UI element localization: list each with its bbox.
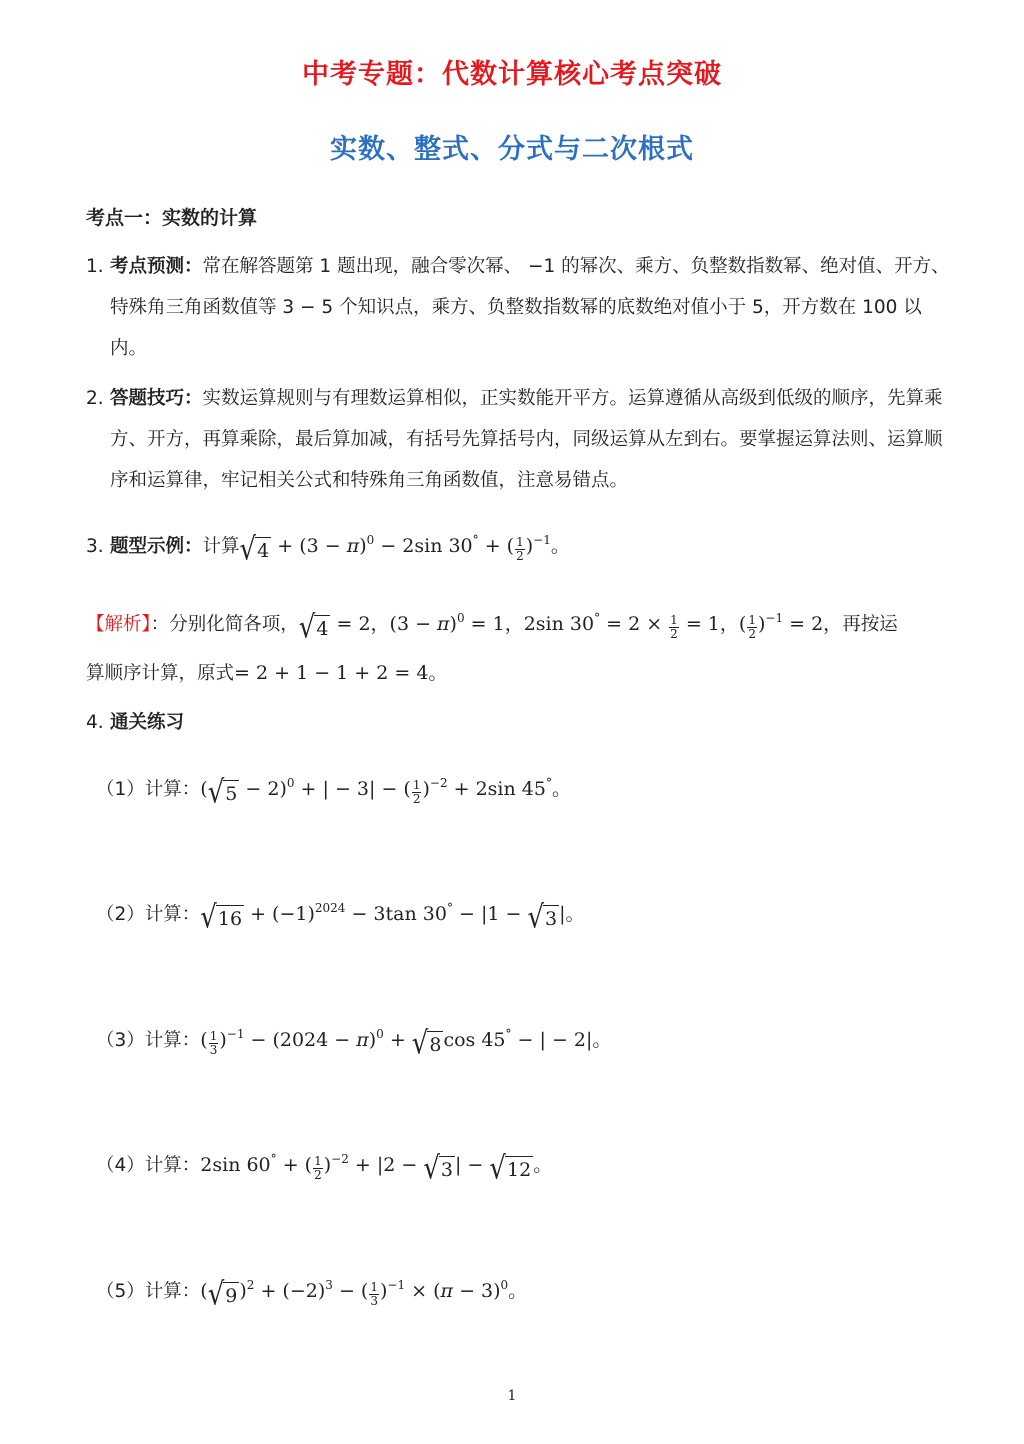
colon: ： — [184, 536, 203, 557]
page-subtitle: 实数、整式、分式与二次根式 — [330, 134, 694, 165]
solution-line2: 算顺序计算，原式 — [86, 663, 235, 684]
item-3 — [86, 526, 950, 567]
item-number: 2. — [86, 388, 104, 409]
item-number: 1. — [86, 256, 104, 277]
exercise-formula: √ 16 + $(-1)^{2024} - 3\tan$ 30° − |1 − √ 3 |。 — [200, 900, 585, 936]
exercise-label: （5）计算： — [96, 1281, 201, 1302]
solution-intro: ：分别化简各项， — [150, 614, 299, 635]
exercise-formula: ( √ 9 )$^2 + (-2)^3$ − ( $\frac{1}{3}$ )$^{-1} \times (\pi - 3)^0$。 — [200, 1277, 528, 1313]
item-label: 考点预测 — [110, 256, 185, 277]
exercise-formula: ( $\frac{1}{3}$ )$^{-1} - (2024 - \pi)^0$ + √ 8 cos 45° − | − 2|。 — [200, 1026, 612, 1062]
solution-terms: √ 4 = 2，$(3 - \pi)^0 = 1$，2sin 30° = 2 × $\frac{1}{2}$ = 1，( $\frac{1}{2}$ )$^{-1}$ = 2， — [298, 610, 843, 646]
section-heading: 考点一：实数的计算 — [86, 207, 258, 229]
exercise-label: （3）计算： — [96, 1030, 201, 1051]
item-4 — [86, 702, 950, 743]
item-label: 通关练习 — [110, 712, 185, 733]
solution-result: = 2 + 1 − 1 + 2 = 4。 — [234, 662, 448, 684]
exercise-5 — [96, 1276, 528, 1313]
item-text: 常在解答题第 1 题出现，融合零次幂、 −1 的幂次、乘方、负整数指数幂、绝对值、开方、特殊角三角函数值等 3 − 5 个知识点，乘方、负整数指数幂的底数绝对值小于 5，开方数在 100 以内。 — [110, 256, 950, 359]
example-formula: √ 4 + $(3 - \pi)^0 - 2\sin$ 30° + ( $\frac{1}{2}$ )$^{-1}$。 — [239, 532, 570, 568]
solution-block — [86, 600, 946, 698]
exercise-4 — [96, 1150, 553, 1187]
exercise-label: （1）计算： — [96, 779, 201, 800]
exercise-3 — [96, 1025, 612, 1062]
colon: ： — [184, 388, 203, 409]
exercise-1 — [96, 774, 571, 811]
item-1 — [86, 246, 950, 369]
exercise-formula: 2sin 60° + ( $\frac{1}{2}$ )$^{-2}$ + |2 − √ 3 | − √ 12 。 — [200, 1151, 553, 1187]
item-prefix: 计算 — [202, 536, 240, 557]
item-2 — [86, 378, 950, 501]
colon: ： — [184, 256, 203, 277]
exercise-formula: ( √ 5 − 2)$^0$ + | − 3| − ( $\frac{1}{2}$ )$^{-2}$ + 2sin 45°。 — [200, 775, 571, 811]
exercise-label: （2）计算： — [96, 904, 201, 925]
item-number: 3. — [86, 536, 104, 557]
item-text: 实数运算规则与有理数运算相似，正实数能开平方。运算遵循从高级到低级的顺序，先算乘方、开方，再算乘除，最后算加减，有括号先算括号内，同级运算从左到右。要掌握运算法则、运算顺序和运算律，牢记相关公式和特殊角三角函数值，注意易错点。 — [110, 388, 943, 491]
exercise-label: （4）计算： — [96, 1155, 201, 1176]
exercise-2 — [96, 899, 585, 936]
solution-then: 再按运 — [842, 614, 898, 635]
item-number: 4. — [86, 712, 104, 733]
item-label: 答题技巧 — [110, 388, 185, 409]
page-number: 1 — [507, 1388, 517, 1404]
solution-tag: 【解析】 — [86, 614, 151, 635]
page-title: 中考专题：代数计算核心考点突破 — [302, 59, 722, 90]
item-label: 题型示例 — [110, 536, 185, 557]
